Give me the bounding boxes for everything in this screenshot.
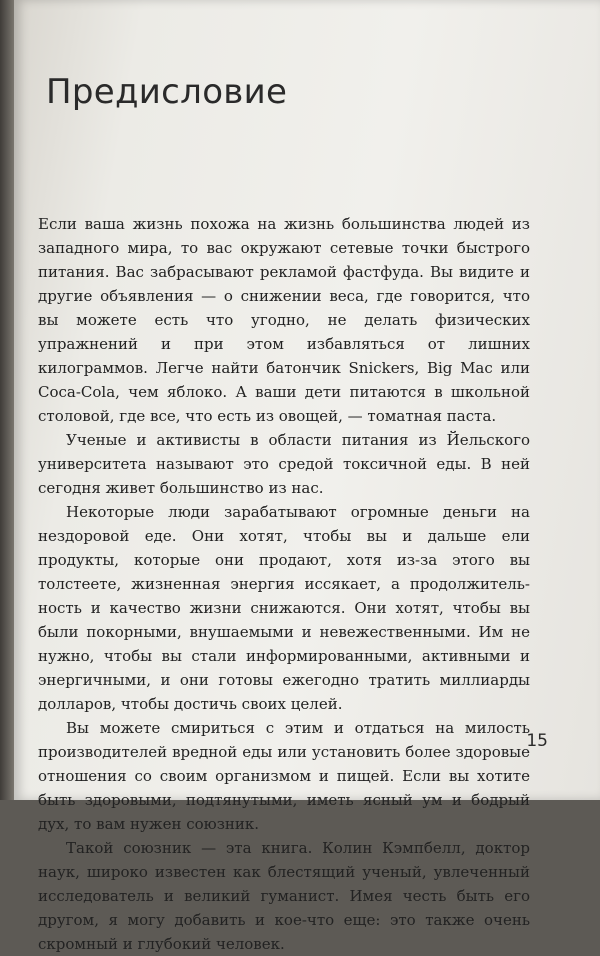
paragraph: Вы можете смириться с этим и отдаться на милость производителей вредной еды или установить более здоровые отношения со своим организмом и пищей. Если вы хотите быть здоровыми, подтянутыми, иметь ясный ум и бодрый дух, то вам нужен союзник. bbox=[38, 719, 530, 833]
book-spine-edge bbox=[0, 0, 14, 800]
paragraph: Если ваша жизнь похожа на жизнь большинства людей из западного мира, то вас окружают сетевые точки быстрого питания. Вас забрасывают рекламой фастфуда. Вы видите и другие объявления — о снижении веса, где говорится, что вы можете есть что угодно, не делать физических упражнений и при этом избавляться от лишних килограммов. Легче найти батончик Snickers, Big Mac или Coca-Cola, чем яблоко. А ваши дети питаются в школьной столовой, где все, что есть из овощей, — томатная паста. bbox=[38, 215, 530, 425]
page-title: Предисловие bbox=[46, 72, 288, 112]
book-page bbox=[14, 0, 600, 953]
paragraph: Некоторые люди зарабатывают огромные деньги на нездоровой еде. Они хотят, чтобы вы и дальше ели продукты, которые они продают, хотя из-за этого вы толстеете, жизненная энергия иссякает, а продолжительность и качество жизни снижаются. Они хотят, чтобы вы были покорными, внушаемыми и невежественными. Им не нужно, чтобы вы стали информированными, активными и энергичными, и они готовы ежегодно тратить миллиарды долларов, чтобы достичь своих целей. bbox=[38, 503, 530, 713]
page-number: 15 bbox=[526, 731, 548, 751]
body-text bbox=[38, 212, 530, 956]
paragraph: Ученые и активисты в области питания из Йельского университета называют это средой токсичной еды. В ней сегодня живет большинство из нас. bbox=[38, 431, 530, 497]
paragraph: Такой союзник — эта книга. Колин Кэмпбелл, доктор наук, широко известен как блестящий ученый, увлеченный исследователь и великий гуманист. Имея честь быть его другом, я могу добавить и кое-что еще: это также очень скромный и глубокий человек. bbox=[38, 839, 530, 953]
